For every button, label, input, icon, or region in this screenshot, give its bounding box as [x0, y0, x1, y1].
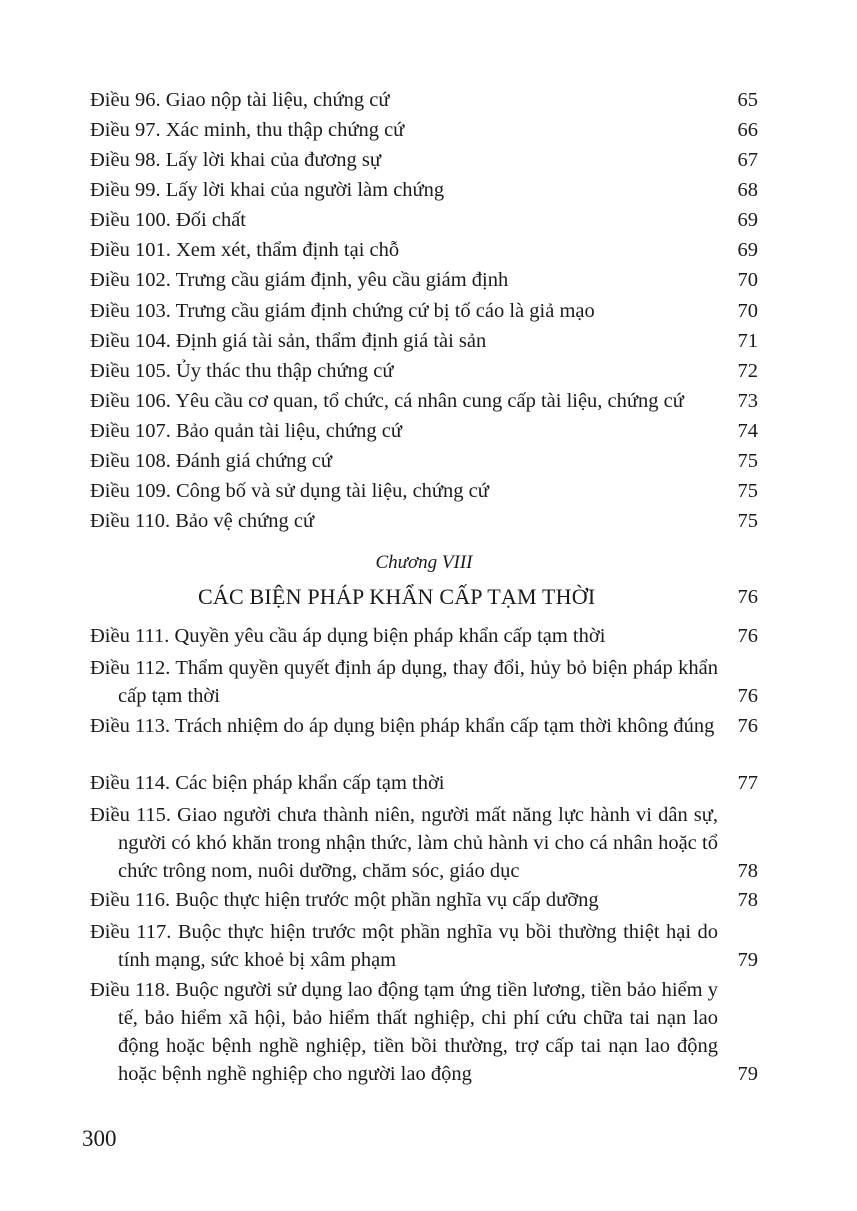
toc-entry — [90, 327, 758, 355]
toc-entry — [90, 886, 758, 914]
toc-entry-page: 76 — [737, 685, 758, 707]
toc-entry-page: 72 — [737, 360, 758, 382]
toc-entry-title: Điều 99. Lấy lời khai của người làm chứng — [90, 179, 445, 201]
toc-entry-page: 67 — [737, 149, 758, 171]
toc-entry-page: 76 — [737, 715, 758, 737]
toc-entry-title: Điều 96. Giao nộp tài liệu, chứng cứ — [90, 89, 390, 111]
toc-entry — [90, 297, 758, 325]
toc-entry — [90, 176, 758, 204]
toc-entry — [90, 236, 758, 264]
toc-entry — [90, 266, 758, 294]
toc-entry-page: 79 — [737, 1063, 758, 1085]
toc-entry — [90, 769, 758, 797]
toc-entry-title: Điều 117. Buộc thực hiện trước một phần nghĩa vụ bồi thường thiệt hại do tính mạng, sức khoẻ bị xâm phạm — [90, 921, 718, 971]
toc-entry-page: 69 — [737, 239, 758, 261]
toc-entry-title: Điều 114. Các biện pháp khẩn cấp tạm thời — [90, 772, 445, 794]
toc-entry-title: Điều 106. Yêu cầu cơ quan, tổ chức, cá nhân cung cấp tài liệu, chứng cứ — [90, 390, 684, 412]
toc-entry — [90, 622, 758, 650]
toc-entry-title: Điều 112. Thẩm quyền quyết định áp dụng, thay đổi, hủy bỏ biện pháp khẩn cấp tạm thời — [90, 657, 718, 707]
toc-entry — [90, 654, 758, 710]
toc-entry — [90, 387, 758, 415]
toc-entry — [90, 116, 758, 144]
toc-entry-title: Điều 103. Trưng cầu giám định chứng cứ bị tố cáo là giả mạo — [90, 300, 595, 322]
toc-entry-page: 78 — [737, 889, 758, 911]
toc-entry-title: Điều 102. Trưng cầu giám định, yêu cầu giám định — [90, 269, 509, 291]
toc-entry-title: Điều 116. Buộc thực hiện trước một phần nghĩa vụ cấp dưỡng — [90, 889, 599, 911]
toc-entry-page: 73 — [737, 390, 758, 412]
toc-entry-page: 79 — [737, 949, 758, 971]
toc-entry-page: 70 — [737, 269, 758, 291]
toc-entry-title: Điều 115. Giao người chưa thành niên, người mất năng lực hành vi dân sự, người có khó khăn trong nhận thức, làm chủ hành vi cho cá nhân hoặc tổ chức trông nom, nuôi dưỡng, chăm sóc, giáo dục — [90, 804, 718, 882]
page-number: 300 — [82, 1126, 117, 1151]
toc-entry — [90, 146, 758, 174]
toc-entry — [90, 801, 758, 885]
toc-entry-title: Điều 108. Đánh giá chứng cứ — [90, 450, 332, 472]
chapter-title: CÁC BIỆN PHÁP KHẨN CẤP TẠM THỜI — [198, 584, 596, 609]
toc-entry-page: 75 — [737, 510, 758, 532]
toc-entry-title: Điều 111. Quyền yêu cầu áp dụng biện pháp khẩn cấp tạm thời — [90, 625, 606, 647]
toc-entry — [90, 918, 758, 974]
toc-entry-page: 65 — [737, 89, 758, 111]
toc-entry-title: Điều 100. Đối chất — [90, 209, 246, 231]
toc-entry-title: Điều 110. Bảo vệ chứng cứ — [90, 510, 315, 532]
toc-entry — [90, 507, 758, 535]
toc-entry-title: Điều 109. Công bố và sử dụng tài liệu, chứng cứ — [90, 480, 489, 502]
toc-entry-page: 75 — [737, 450, 758, 472]
toc-entry-title: Điều 104. Định giá tài sản, thẩm định giá tài sản — [90, 330, 487, 352]
toc-entry-title: Điều 98. Lấy lời khai của đương sự — [90, 149, 381, 171]
toc-entry-title: Điều 118. Buộc người sử dụng lao động tạm ứng tiền lương, tiền bảo hiểm y tế, bảo hiểm xã hội, bảo hiểm thất nghiệp, chi phí cứu chữa tai nạn lao động hoặc bệnh nghề nghiệp, tiền bồi thường, trợ cấp tai nạn lao động hoặc bệnh nghề nghiệp cho người lao động — [90, 979, 718, 1085]
toc-entry — [90, 357, 758, 385]
chapter-page: 76 — [737, 586, 758, 608]
toc-entry — [90, 206, 758, 234]
toc-entry — [90, 712, 758, 740]
toc-entry-page: 75 — [737, 480, 758, 502]
toc-entry — [90, 417, 758, 445]
toc-entry-page: 69 — [737, 209, 758, 231]
toc-entry-title: Điều 105. Ủy thác thu thập chứng cứ — [90, 360, 394, 382]
toc-entry-title: Điều 107. Bảo quản tài liệu, chứng cứ — [90, 420, 402, 442]
toc-entry-page: 78 — [737, 860, 758, 882]
toc-entry — [90, 477, 758, 505]
toc-entry — [90, 976, 758, 1088]
toc-entry — [90, 86, 758, 114]
toc-entry-page: 66 — [737, 119, 758, 141]
toc-entry-page: 77 — [737, 772, 758, 794]
toc-entry-page: 76 — [737, 625, 758, 647]
toc-entry-title: Điều 113. Trách nhiệm do áp dụng biện pháp khẩn cấp tạm thời không đúng — [90, 715, 715, 737]
toc-entry-title: Điều 97. Xác minh, thu thập chứng cứ — [90, 119, 405, 141]
toc-entry-page: 70 — [737, 300, 758, 322]
toc-entry — [90, 447, 758, 475]
toc-entry-page: 71 — [737, 330, 758, 352]
toc-entry-title: Điều 101. Xem xét, thẩm định tại chỗ — [90, 239, 400, 261]
toc-entry-page: 68 — [737, 179, 758, 201]
chapter-label: Chương VIII — [375, 552, 473, 573]
toc-entry-page: 74 — [737, 420, 758, 442]
